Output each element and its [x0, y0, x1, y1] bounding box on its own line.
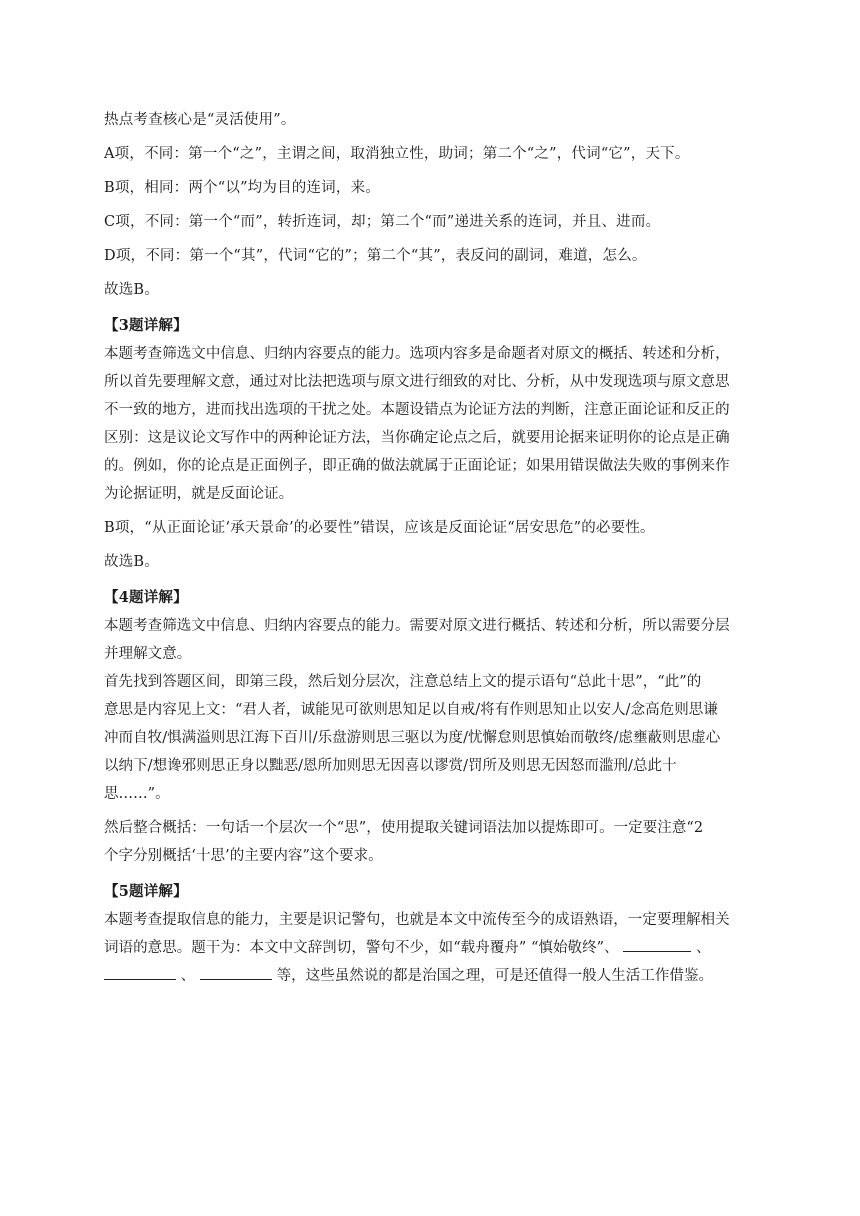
option-d-line: D项，不同：第一个“其”，代词“它的”；第二个“其”，表反问的副词，难道，怎么。 — [104, 248, 647, 264]
option-c-line: C项，不同：第一个“而”，转折连词，却；第二个“而”递进关系的连词，并且、进而。 — [104, 214, 661, 230]
option-b-line: B项，“从正面论证‘承天景命’的必要性”错误，应该是反面论证“居安思危”的必要性。 — [104, 520, 655, 536]
paragraph-line: 不一致的地方，进而找出选项的干扰之处。本题设错点为论证方法的判断，注意正面论证和反正的 — [104, 402, 730, 418]
paragraph-line: 本题考查筛选文中信息、归纳内容要点的能力。选项内容多是命题者对原文的概括、转述和分析， — [104, 346, 730, 362]
section-heading: 【4题详解】 — [104, 589, 188, 606]
document-body — [104, 106, 759, 990]
option-b-line: B项，相同：两个“以”均为目的连词，来。 — [104, 180, 380, 196]
paragraph-line: 本题考查提取信息的能力，主要是识记警句，也就是本文中流传至今的成语熟语，一定要理解相关 — [104, 912, 730, 928]
section-heading: 【5题详解】 — [104, 883, 188, 900]
paragraph-line: 意思是内容见上文：“君人者，诚能见可欲则思知足以自戒/将有作则思知止以安人/念高危则思谦 — [104, 702, 718, 718]
section-heading: 【3题详解】 — [104, 317, 188, 334]
paragraph-line: 以纳下/想谗邪则思正身以黜恶/恩所加则思无因喜以谬赏/罚所及则思无因怒而滥刑/总此十 — [104, 758, 677, 774]
intro-line: 热点考查核心是“灵活使用”。 — [104, 112, 296, 128]
paragraph-line: 然后整合概括：一句话一个层次一个“思”，使用提取关键词语法加以提炼即可。一定要注意“2 — [104, 820, 704, 836]
paragraph-line: 首先找到答题区间，即第三段，然后划分层次，注意总结上文的提示语句“总此十思”，“此”的 — [104, 674, 702, 690]
paragraph-line-with-blank — [104, 934, 759, 962]
option-a-line: A项，不同：第一个“之”，主谓之间，取消独立性，助词；第二个“之”，代词“它”，天下。 — [104, 146, 690, 162]
paragraph-line: 思……”。 — [104, 786, 170, 802]
paragraph-line: 区别：这是议论文写作中的两种论证方法，当你确定论点之后，就要用论据来证明你的论点是正确 — [104, 430, 730, 446]
paragraph-line: 并理解文意。 — [104, 646, 192, 662]
fill-blank-1 — [623, 950, 691, 952]
separator: 、 — [180, 968, 196, 984]
paragraph-line: 个字分别概括‘十思’的主要内容”这个要求。 — [104, 848, 383, 864]
paragraph-segment: 词语的意思。题干为：本文中文辞剀切，警句不少，如“载舟覆舟” “慎始敬终”、 — [104, 940, 619, 956]
fill-blank-2 — [104, 978, 176, 980]
answer-line: 故选B。 — [104, 554, 159, 570]
paragraph-line: 冲而自牧/惧满溢则思江海下百川/乐盘游则思三驱以为度/忧懈怠则思慎始而敬终/虑壅蔽则思虚心 — [104, 730, 721, 746]
paragraph-line: 所以首先要理解文意，通过对比法把选项与原文进行细致的对比、分析，从中发现选项与原文意思 — [104, 374, 730, 390]
separator: 、 — [696, 940, 711, 956]
answer-line: 故选B。 — [104, 282, 159, 298]
paragraph-line-with-blanks — [104, 962, 759, 990]
paragraph-line: 的。例如，你的论点是正面例子，即正确的做法就属于正面论证；如果用错误做法失败的事例来作 — [104, 458, 730, 474]
paragraph-segment: 等，这些虽然说的都是治国之理，可是还值得一般人生活工作借鉴。 — [276, 968, 714, 984]
paragraph-line: 本题考查筛选文中信息、归纳内容要点的能力。需要对原文进行概括、转述和分析，所以需要分层 — [104, 618, 730, 634]
paragraph-line: 为论据证明，就是反面论证。 — [104, 486, 294, 502]
fill-blank-3 — [200, 978, 272, 980]
